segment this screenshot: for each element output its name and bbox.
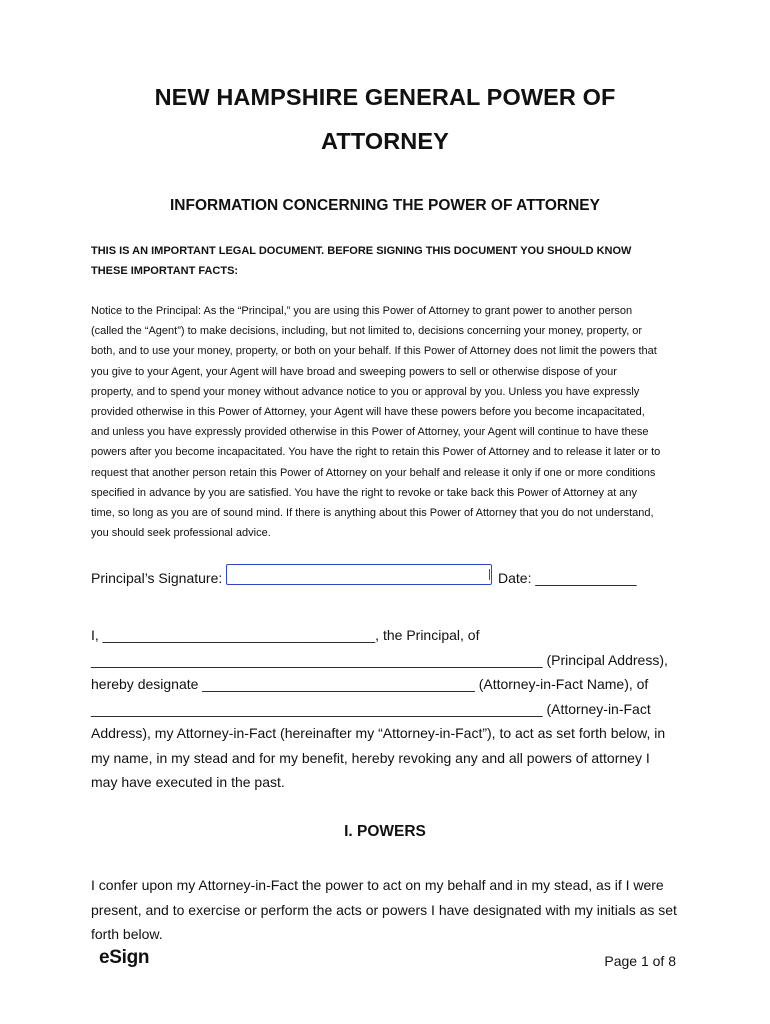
notice-line: time, so long as you are of sound mind. If there is anything about this Power of Attorney that you do not understand, [91,507,654,520]
section-heading-powers: I. POWERS [344,823,426,840]
notice-line: Notice to the Principal: As the “Principal,” you are using this Power of Attorney to grant power to another person [91,305,633,317]
important-notice [91,241,691,281]
principal-signature-label: Principal’s Signature: [91,570,223,586]
signature-field-handle [489,569,490,580]
document-title-line-2: ATTORNEY [321,128,449,154]
designation-line: may have executed in the past. [91,774,285,790]
designation-line: my name, in my stead and for my benefit, hereby revoking any and all powers of attorney I [91,749,650,766]
designation-line: I, ___________________________________, the Principal, of [91,627,480,643]
important-line: THIS IS AN IMPORTANT LEGAL DOCUMENT. BEFORE SIGNING THIS DOCUMENT YOU SHOULD KNOW [91,245,632,257]
notice-line: you should seek professional advice. [91,527,271,540]
notice-line: specified in advance by you are satisfied. You have the right to revoke or take back this Power of Attorney at any [91,486,638,499]
designation-paragraph [91,623,691,795]
designation-line: __________________________________________________________ (Principal Address), [91,651,668,668]
notice-line: property, and to spend your money without advance notice to you or approval by you. Unless you have expressly [91,385,640,398]
page-number: Page 1 of 8 [604,953,676,969]
notice-line: powers after you become incapacitated. You have the right to retain this Power of Attorney and to release it later or to [91,446,661,459]
powers-line: forth below. [91,926,163,942]
designation-line: __________________________________________________________ (Attorney-in-Fact [91,700,651,717]
signature-date-field: Date: _____________ [498,570,637,586]
notice-line: provided otherwise in this Power of Attorney, your Agent will have these powers before you become incapacitated, [91,406,645,419]
powers-line: I confer upon my Attorney-in-Fact the power to act on my behalf and in my stead, as if I were [91,877,664,893]
notice-line: you give to your Agent, your Agent will have broad and sweeping powers to sell or otherwise dispose of your [91,365,617,378]
principal-signature-field[interactable] [226,564,492,585]
notice-line: (called the “Agent”) to make decisions, including, but not limited to, decisions concerning your money, property, or [91,325,643,338]
document-title-line-1: NEW HAMPSHIRE GENERAL POWER OF [154,84,616,110]
designation-line: Address), my Attorney-in-Fact (hereinafter my “Attorney-in-Fact”), to act as set forth below, in [91,725,666,741]
powers-paragraph [91,873,691,947]
notice-line: request that another person retain this Power of Attorney on your behalf and release it only if one or more conditions [91,466,656,479]
notice-paragraph [91,301,691,543]
esign-logo: eSign [99,947,150,968]
notice-line: and unless you have expressly provided otherwise in this Power of Attorney, your Agent will continue to have these [91,426,649,439]
designation-line: hereby designate ___________________________________ (Attorney-in-Fact Name), of [91,676,649,692]
notice-line: both, and to use your money, property, or both on your behalf. If this Power of Attorney does not limit the powers that [91,345,657,358]
powers-line: present, and to exercise or perform the acts or powers I have designated with my initials as set [91,901,677,918]
important-line: THESE IMPORTANT FACTS: [91,265,239,277]
section-subtitle: INFORMATION CONCERNING THE POWER OF ATTORNEY [170,197,600,214]
